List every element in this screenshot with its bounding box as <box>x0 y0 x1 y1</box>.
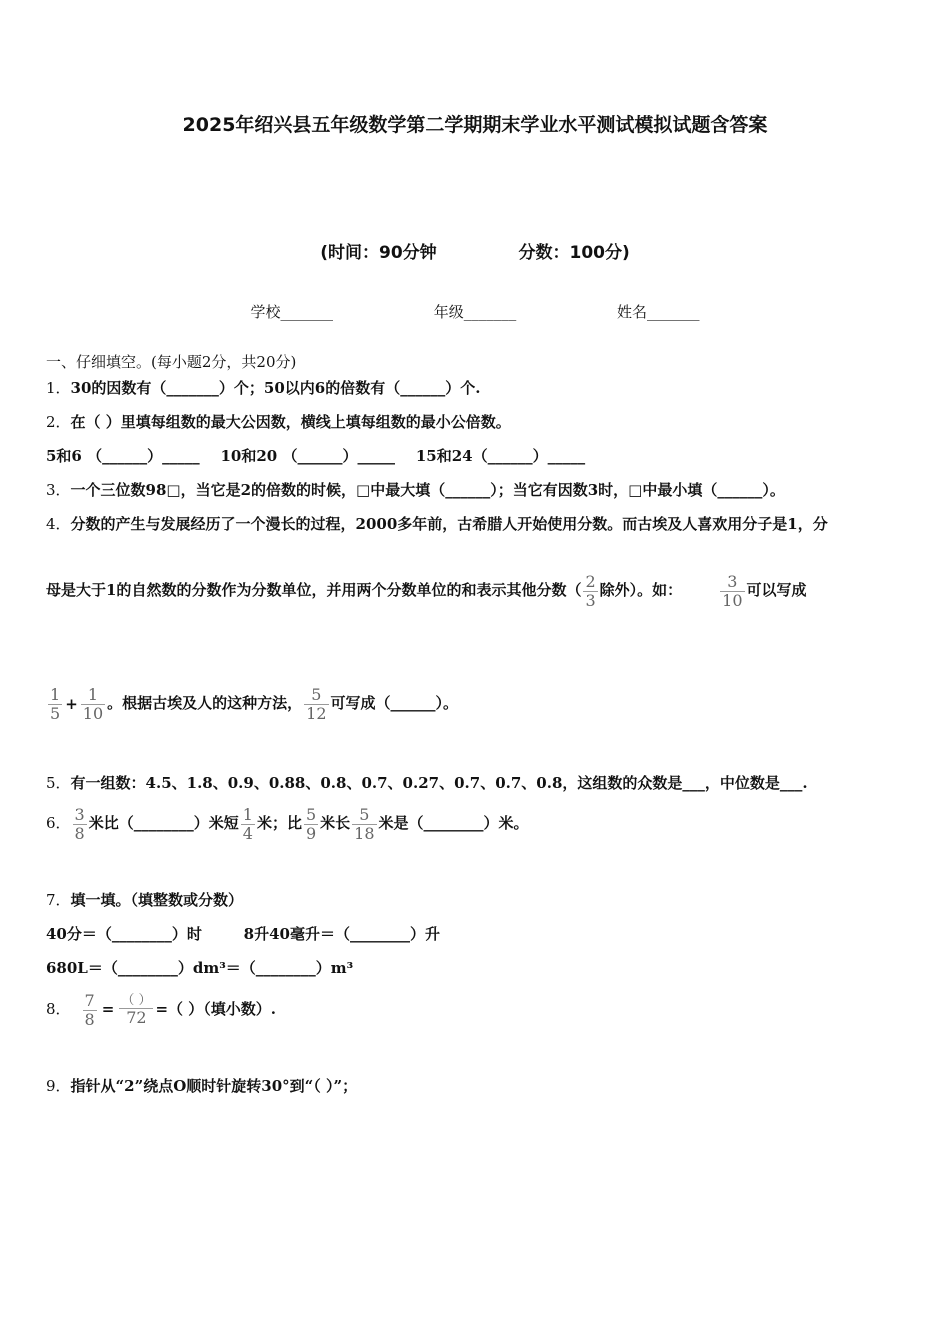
fraction <box>83 992 97 1028</box>
question-1 <box>46 377 480 398</box>
question-4-line-3 <box>46 686 458 722</box>
numerator: 1 <box>50 685 61 704</box>
exam-score: 分数：100分) <box>518 243 630 263</box>
question-number: 1． <box>46 379 71 397</box>
equals-sign: = <box>101 1000 115 1019</box>
fraction <box>583 573 597 609</box>
question-text: 一个三位数98□，当它是2的倍数的时候，□中最大填（______）；当它有因数3时，□中最小填（______）。 <box>70 481 785 499</box>
numerator: 1 <box>242 805 253 824</box>
fraction <box>48 686 62 722</box>
question-number: 9． <box>46 1077 71 1095</box>
question-2 <box>46 411 511 432</box>
question-text: 指针从“2”绕点O顺时针旋转30°到“（ ）”； <box>70 1077 358 1095</box>
question-text: 分数的产生与发展经历了一个漫长的过程，2000多年前，古希腊人开始使用分数。而古埃及人喜欢用分子是1，分 <box>70 515 828 533</box>
question-8 <box>46 992 276 1028</box>
question-text: 填一填。（填整数或分数） <box>70 891 244 909</box>
denominator: 72 <box>126 1007 147 1027</box>
question-number: 8． <box>46 1000 71 1019</box>
q4-text-e: 可写成（______）。 <box>330 694 459 713</box>
denominator: 5 <box>50 703 61 723</box>
question-number: 3． <box>46 481 71 499</box>
question-4-line-2 <box>46 573 807 609</box>
question-number: 4． <box>46 515 71 533</box>
numerator: 5 <box>305 805 317 824</box>
section-heading: 一、仔细填空。(每小题2分，共20分) <box>46 353 297 371</box>
numerator: 3 <box>720 573 744 592</box>
denominator: 18 <box>354 823 375 843</box>
fraction <box>352 806 376 842</box>
question-7-line-3: 680L＝（________）dm³＝（________）m³ <box>46 959 354 977</box>
plus-sign: + <box>65 695 78 714</box>
question-number: 7． <box>46 891 71 909</box>
student-fields <box>0 301 950 322</box>
q6-text-3: 米长 <box>320 814 351 833</box>
numerator: 3 <box>74 805 85 824</box>
denominator: 8 <box>84 1009 95 1029</box>
numerator: 2 <box>585 572 596 591</box>
q4-text-c: 可以写成 <box>746 581 807 600</box>
question-7-line-2: 40分＝（________）时 8升40毫升＝（________）升 <box>46 925 440 943</box>
fraction <box>304 686 328 722</box>
question-4 <box>46 513 828 534</box>
grade-field: 年级_______ <box>433 303 517 321</box>
question-number: 5． <box>46 774 71 792</box>
denominator: 10 <box>82 703 104 723</box>
page-title: 2025年绍兴县五年级数学第二学期期末学业水平测试模拟试题含答案 <box>182 114 768 136</box>
question-9 <box>46 1075 357 1096</box>
numerator: 7 <box>84 991 95 1010</box>
numerator: 5 <box>304 686 328 705</box>
question-number: 6． <box>46 814 71 833</box>
denominator: 10 <box>722 590 743 610</box>
numerator: 1 <box>81 686 105 705</box>
exam-time: (时间：90分钟 <box>320 243 437 263</box>
q8-rest: =（ ）（填小数）. <box>155 1000 276 1019</box>
denominator: 12 <box>306 703 327 723</box>
q6-text-1: 米比（________）米短 <box>88 814 239 833</box>
fraction <box>241 806 255 842</box>
question-2-line-2: 5和6 （______）_____ 10和20 （______）_____ 15和24（______）_____ <box>46 447 586 465</box>
fraction <box>73 806 87 842</box>
denominator: 9 <box>305 823 317 843</box>
fraction <box>81 686 105 722</box>
numerator: （ ） <box>121 992 152 1008</box>
fraction <box>720 573 744 609</box>
question-number: 2． <box>46 413 71 431</box>
q4-text-d: 。根据古埃及人的这种方法， <box>107 694 303 713</box>
q6-text-4: 米是（________）米。 <box>378 814 529 833</box>
fraction <box>304 806 318 842</box>
school-field: 学校_______ <box>250 303 333 321</box>
denominator: 3 <box>585 590 596 610</box>
question-text: 在（ ）里填每组数的最大公因数，横线上填每组数的最小公倍数。 <box>70 413 511 431</box>
question-6 <box>46 806 529 842</box>
question-5 <box>46 772 808 793</box>
question-7 <box>46 889 243 910</box>
fraction <box>119 994 153 1027</box>
numerator: 5 <box>352 806 376 825</box>
denominator: 8 <box>74 823 85 843</box>
name-field: 姓名_______ <box>617 303 700 321</box>
q4-text-a: 母是大于1的自然数的分数作为分数单位，并用两个分数单位的和表示其他分数（ <box>46 581 582 600</box>
question-3 <box>46 479 785 500</box>
exam-meta <box>0 238 950 263</box>
q4-text-b: 除外）。如： <box>599 581 683 600</box>
q6-text-2: 米；比 <box>256 814 302 833</box>
denominator: 4 <box>242 823 253 843</box>
question-text: 30的因数有（_______）个；50以内6的倍数有（______）个. <box>70 379 481 397</box>
question-text: 有一组数：4.5、1.8、0.9、0.88、0.8、0.7、0.27、0.7、0.7、0.8，这组数的众数是___，中位数是___. <box>70 774 808 792</box>
